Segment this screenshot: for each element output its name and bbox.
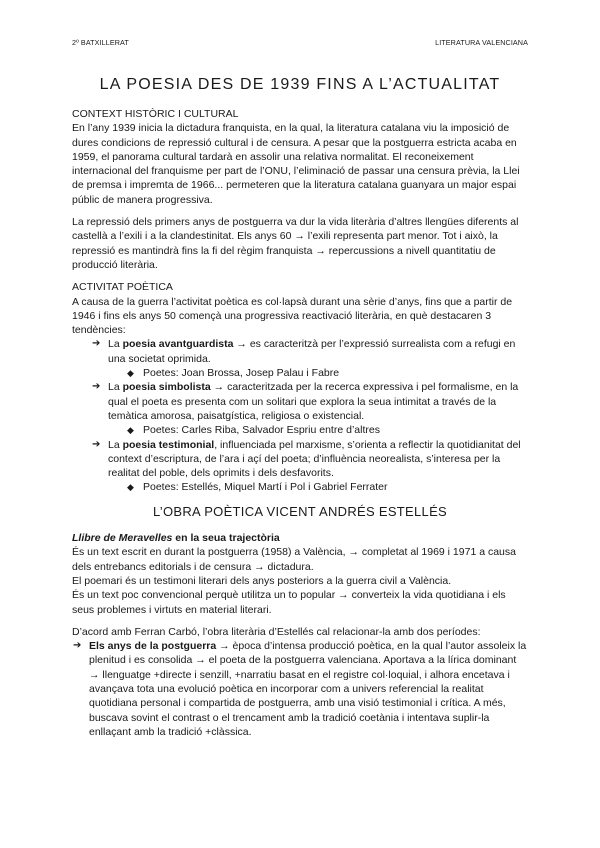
header-course: 2º BATXILLERAT <box>72 38 129 47</box>
section-heading-estelles: L’OBRA POÈTICA VICENT ANDRÉS ESTELLÉS <box>152 503 448 519</box>
estelles-line-2: El poemari és un testimoni literari dels anys posteriors a la guerra civil a València. <box>72 574 452 587</box>
poets-item: ◆ Poetes: Estellés, Miquel Martí i Pol i Gabriel Ferrater <box>127 481 388 494</box>
period-name: Els anys de la postguerra <box>89 640 217 653</box>
activity-intro: A causa de la guerra l’activitat poètica es col·lapsà durant una sèrie d’anys, fins que a partir de 1946 i fins els anys 50 començà una progressiva reactivació literària, en què destacaren 3 tendències: <box>72 295 513 337</box>
poets-item: ◆ Poetes: Joan Brossa, Josep Palau i Fabre <box>127 367 340 380</box>
header-subject: LITERATURA VALENCIANA <box>435 38 528 47</box>
document-body <box>72 107 528 739</box>
arrow-bullet-icon: ➔ <box>92 381 101 393</box>
page-title: LA POESIA DES DE 1939 FINS A L’ACTUALITAT <box>99 76 501 93</box>
carbo-intro: D’acord amb Ferran Carbó, l’obra literària d’Estellés cal relacionar-la amb dos períodes: <box>72 625 481 638</box>
context-paragraph-1: En l’any 1939 inicia la dictadura franquista, en la qual, la literatura catalana viu la imposició de dures condicions de repressió cultural i de censura. A pesar que la postguerra estricta acaba en 1959, el panorama cultural tardarà en assolir una relativa normalitat. El reconeixement internacional del franquisme per part de l’ONU, l’eliminació de passar una censura prèvia, la Llei de premsa i impremta de 1966... permeteren que la literatura catalana guanyara un major espai públic de manera progressiva. <box>72 122 520 206</box>
estelles-line-1: És un text escrit en durant la postguerra (1958) a València, → completat al 1969 i 1971 a causa dels entrebancs editorials i de censura → dictadura. <box>72 546 516 573</box>
period-item-postguerra: ➔ Els anys de la postguerra → època d’intensa producció poètica, en la qual l’autor assoleix la plenitud i es consolida → el poeta de la postguerra valenciana. Aportava a la lírica dominant → llenguatge +directe i senzill, +narratiu basat en el registre col·loquial, i alhora encetava i avançava tota una evolució poètica en incorporar com a univers referencial la realitat quotidiana personal i compartida de postguerra, amb una visió testimonial i crítica. A més, buscava sovint el contrast o el trencament amb la tradició coetània i intentava suplir-la enllaçant amb la tradició +clàssica. <box>73 640 527 738</box>
context-paragraph-2: La repressió dels primers anys de postguerra va dur la vida literària d’altres llengües diferents al castellà a l’exili i a la clandestinitat. Els anys 60 → l’exili representa part menor. Tot i això, la repressió es mantindrà fins la fi del règim franquista → repercussions a nivell quantitatiu de producció literària. <box>72 216 519 271</box>
trend-item-avantguardista: ➔ La poesia avantguardista → es caracteritzà per l’expressió surrealista com a refugi en una societat oprimida. <box>92 338 516 365</box>
diamond-bullet-icon: ◆ <box>127 368 134 379</box>
estelles-line-3: És un text poc convencional perquè utilitza un to popular → converteix la vida quotidiana i els seus problemes i virtuts en material literari. <box>72 589 506 616</box>
arrow-bullet-icon: ➔ <box>92 338 101 350</box>
arrow-bullet-icon: ➔ <box>73 640 82 652</box>
trend-name: poesia simbolista <box>122 381 211 394</box>
poets-item: ◆ Poetes: Carles Riba, Salvador Espriu entre d’altres <box>127 424 380 437</box>
trend-item-testimonial: ➔ La poesia testimonial, influenciada pel marxisme, s’orienta a reflectir la quotidianitat del context d’escriptura, de l’ara i açí del poeta; d’influència neorealista, s’interesa per la realitat del poble, dels oprimits i dels desfavorits. <box>92 438 521 480</box>
trend-item-simbolista: ➔ La poesia simbolista → caracteritzada per la recerca expressiva i pel formalisme, en la qual el poeta es presenta com un solitari que explora la seua intimitat a través de la temàtica amorosa, paisatgística, religiosa o existencial. <box>92 381 519 422</box>
section-heading-activity: ACTIVITAT POÈTICA <box>72 281 173 294</box>
trend-name: poesia avantguardista <box>122 338 234 351</box>
section-heading-context: CONTEXT HISTÒRIC I CULTURAL <box>72 108 239 120</box>
subsection-heading: Llibre de Meravelles en la seua trajectòria <box>72 532 280 545</box>
diamond-bullet-icon: ◆ <box>127 482 134 493</box>
diamond-bullet-icon: ◆ <box>127 425 134 436</box>
arrow-bullet-icon: ➔ <box>92 438 101 450</box>
trend-name: poesia testimonial <box>122 438 215 451</box>
